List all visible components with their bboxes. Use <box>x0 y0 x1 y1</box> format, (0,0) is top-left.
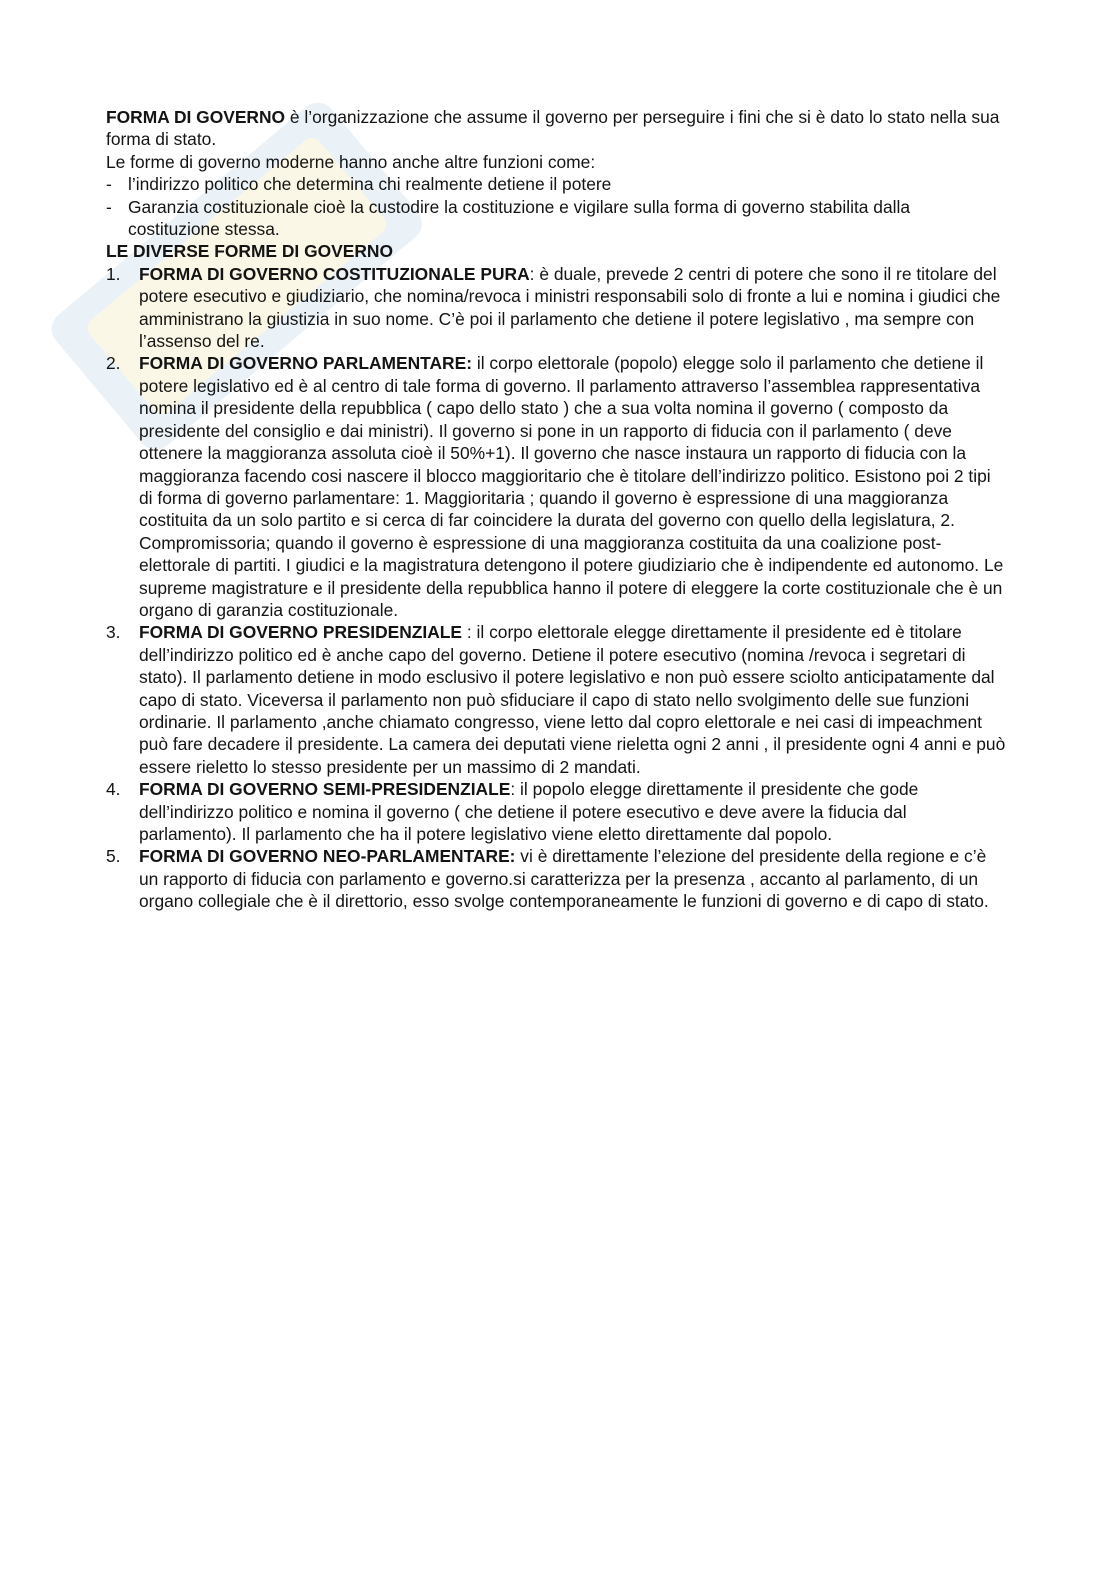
form-title: FORMA DI GOVERNO NEO-PARLAMENTARE: <box>139 846 516 867</box>
number-marker: 1. <box>106 263 121 284</box>
list-item <box>106 845 1006 912</box>
list-item <box>106 352 1006 621</box>
intro-term: FORMA DI GOVERNO <box>106 107 286 127</box>
form-title: FORMA DI GOVERNO SEMI-PRESIDENZIALE <box>139 779 511 800</box>
section-heading <box>106 240 1006 262</box>
form-text: : il corpo elettorale elegge direttamente il presidente ed è titolare dell’indirizzo politico ed è anche capo del governo. Detiene il potere esecutivo (nomina /revoca i segretari di stato). Il parlamento detiene in modo esclusivo il potere legislativo e non può essere sciolto anticipatamente dal capo di stato. Viceversa il parlamento non può sfiduciare il capo di stato nello svolgimento delle sue funzioni ordinarie. Il parlamento ,anche chiamato congresso, viene letto dal copro elettorale e nei casi di impeachment può fare decadere il presidente. La camera dei deputati viene rieletta ogni 2 anni , il presidente ogni 4 anni e può essere rieletto lo stesso presidente per un massimo di 2 mandati. <box>139 622 1006 777</box>
form-text: vi è direttamente l’elezione del presidente della regione e c’è un rapporto di fiducia con parlamento e governo.si caratterizza per la presenza , accanto al parlamento, di un organo collegiale che è il direttorio, esso svolge contemporaneamente le funzioni di governo e di capo di stato. <box>139 846 989 912</box>
section-heading-text: LE DIVERSE FORME DI GOVERNO <box>106 241 393 262</box>
intro-paragraph <box>106 106 1006 151</box>
functions-intro: Le forme di governo moderne hanno anche altre funzioni come: <box>106 151 596 172</box>
form-title: FORMA DI GOVERNO PRESIDENZIALE <box>139 622 463 643</box>
list-item <box>106 173 1006 195</box>
dash-marker: - <box>106 196 112 217</box>
number-marker: 4. <box>106 779 121 800</box>
forms-list <box>106 263 1006 913</box>
list-item-text: l’indirizzo politico che determina chi realmente detiene il potere <box>128 174 612 195</box>
dash-marker: - <box>106 174 112 195</box>
list-item <box>106 263 1006 353</box>
form-text: : è duale, prevede 2 centri di potere che sono il re titolare del potere esecutivo e giudiziario, che nomina/revoca i ministri responsabili solo di fronte a lui e nomina i giudici che amministrano la giustizia in suo nome. C’è poi il parlamento che detiene il potere legislativo , ma sempre con l’assenso del re. <box>139 263 1001 352</box>
number-marker: 3. <box>106 622 121 643</box>
list-item <box>106 196 1006 241</box>
list-item-text: Garanzia costituzionale cioè la custodire la costituzione e vigilare sulla forma di governo stabilita dalla costituzione stessa. <box>128 196 911 240</box>
form-title: FORMA DI GOVERNO COSTITUZIONALE PURA <box>139 263 530 284</box>
functions-list <box>106 173 1006 240</box>
list-item <box>106 621 1006 778</box>
document-page <box>106 106 1006 913</box>
form-title: FORMA DI GOVERNO PARLAMENTARE: <box>139 353 472 374</box>
form-text: il corpo elettorale (popolo) elegge solo il parlamento che detiene il potere legislativo ed è al centro di tale forma di governo. Il parlamento attraverso l’assemblea rappresentativa nomina il presidente della repubblica ( capo dello stato ) che a sua volta nomina il governo ( composto da presidente del consiglio e dai ministri). Il governo si pone in un rapporto di fiducia con il parlamento ( deve ottenere la maggioranza assoluta cioè il 50%+1). Il governo che nasce instaura un rapporto di fiducia con la maggioranza facendo cosi nascere il blocco maggioritario che è titolare dell’indirizzo politico. Esistono poi 2 tipi di forma di governo parlamentare: 1. Maggioritaria ; quando il governo è espressione di una maggioranza costituita da un solo partito e si cerca di far coincidere la durata del governo con quello della legislatura, 2. Compromissoria; quando il governo è espressione di una maggioranza costituita da una coalizione post-elettorale di partiti. I giudici e la magistratura detengono il potere giudiziario che è indipendente ed autonomo. Le supreme magistrature e il presidente della repubblica hanno il potere di eleggere la corte costituzionale che è un organo di garanzia costituzionale. <box>139 353 1004 620</box>
form-text: : il popolo elegge direttamente il presidente che gode dell’indirizzo politico e nomina il governo ( che detiene il potere esecutivo e deve avere la fiducia dal parlamento). Il parlamento che ha il potere legislativo viene eletto direttamente dal popolo. <box>139 779 919 844</box>
intro-definition: è l’organizzazione che assume il governo per perseguire i fini che si è dato lo stato nella sua forma di stato. <box>106 107 1000 150</box>
list-item <box>106 778 1006 845</box>
number-marker: 2. <box>106 353 121 374</box>
number-marker: 5. <box>106 846 121 867</box>
